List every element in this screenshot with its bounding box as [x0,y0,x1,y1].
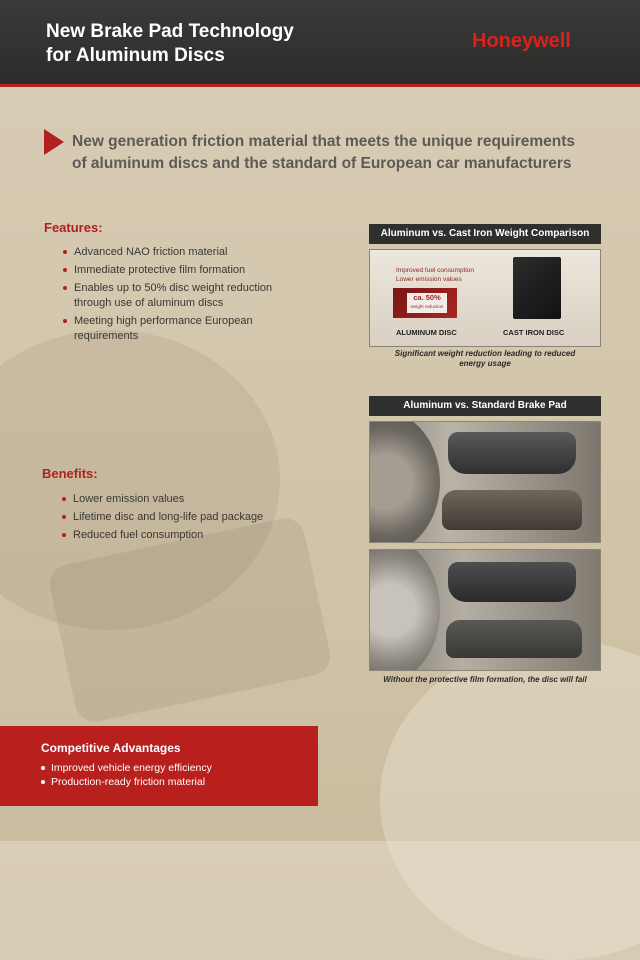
disc-image [369,549,440,671]
aluminum-disc-label: ALUMINUM DISC [396,328,457,337]
list-item: Meeting high performance European requirements [63,314,279,344]
list-item: Enables up to 50% disc weight reduction through use of aluminum discs [63,281,289,311]
annotation-text: Improved fuel consumption Lower emission values [396,267,475,283]
background-shape [380,640,640,960]
title-line-1: New Brake Pad Technology [46,21,294,42]
brake-pad-top [448,562,576,602]
weight-badge: ca. 50% weight reduction [407,293,447,313]
headline-line-1: New generation friction material that meets the unique requirements [72,133,575,150]
bullet-icon [41,780,45,784]
list-item: Improved vehicle energy efficiency [41,761,212,775]
honeywell-logo: Honeywell [472,30,571,52]
bullet-icon [41,766,45,770]
cast-iron-disc-label: CAST IRON DISC [503,328,565,337]
standard-pad-image [369,549,601,671]
bullet-icon [62,533,66,537]
features-list [63,245,333,347]
aluminum-pad-image [369,421,601,543]
brake-pad-top [448,432,576,474]
features-title: Features: [44,220,103,235]
bullet-icon [63,250,67,254]
benefits-title: Benefits: [42,466,98,481]
list-item: Lifetime disc and long-life pad package [62,510,332,525]
list-item: Immediate protective film formation [63,263,333,278]
brake-pad-caption: Without the protective film formation, the disc will fail [383,675,587,684]
bullet-icon [63,268,67,272]
poster-title [46,20,386,68]
brake-pad-bottom [446,620,582,658]
headline-line-2: of aluminum discs and the standard of European car manufacturers [72,155,572,172]
cast-iron-disc-image [513,257,561,319]
list-item: Advanced NAO friction material [63,245,333,260]
disc-image [369,421,440,543]
weight-comparison-image [369,249,601,347]
bullet-icon [63,286,67,290]
aluminum-disc-image [393,288,457,318]
title-line-2: for Aluminum Discs [46,45,225,66]
brake-pad-bottom [442,490,582,530]
headline [72,131,612,175]
list-item: Reduced fuel consumption [62,528,332,543]
list-item: Lower emission values [62,492,332,507]
weight-comparison-title: Aluminum vs. Cast Iron Weight Comparison [369,224,601,244]
bullet-icon [62,515,66,519]
competitive-advantages-title: Competitive Advantages [41,741,181,755]
bullet-icon [63,319,67,323]
bullet-icon [62,497,66,501]
brake-pad-comparison-title: Aluminum vs. Standard Brake Pad [369,396,601,416]
weight-caption: Significant weight reduction leading to reduced energy usage [394,349,576,368]
arrow-icon [44,129,64,155]
list-item: Production-ready friction material [41,775,212,789]
competitive-advantages-box [0,726,318,806]
benefits-list [62,492,332,546]
header-banner [0,0,640,87]
competitive-advantages-list [41,761,212,789]
